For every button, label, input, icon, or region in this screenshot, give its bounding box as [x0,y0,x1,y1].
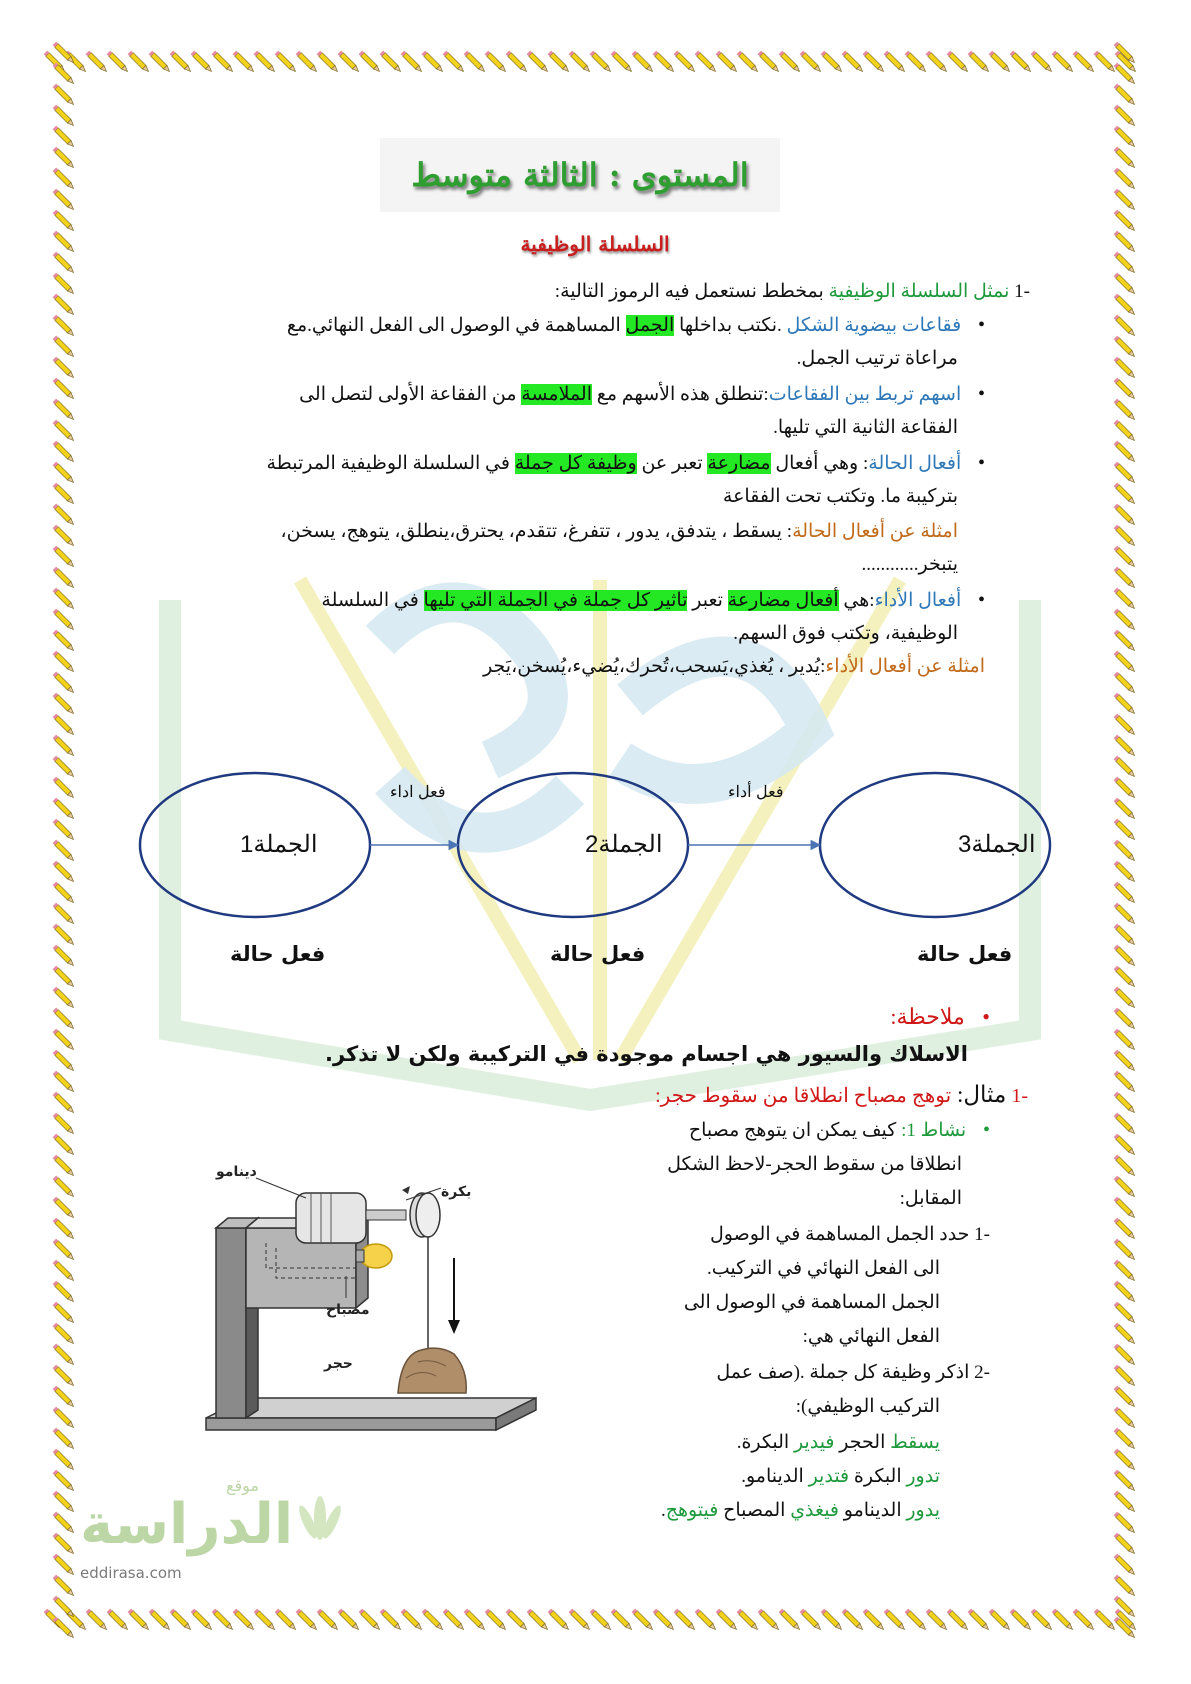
leaf-icon [290,1488,350,1548]
example-number: -1 [1011,1085,1028,1107]
activity-question-3: المقابل: [899,1188,962,1209]
note-text: الاسلاك والسيور هي اجسام موجودة في التركيبة ولكن لا تذكر. [324,1042,968,1066]
answer-row-2-text-2: الدينامو. [741,1466,809,1487]
answer-row-2-verb-2: فتدير [808,1466,850,1487]
perf-verbs-highlight-1: أفعال مضارعة [727,590,839,611]
example-text: توهج مصباح انطلاقا من سقوط حجر: [655,1085,952,1107]
answer-row-3-verb-3: فيتوهج [665,1500,719,1521]
perf-verbs-line-2: الوظيفية، وتكتب فوق السهم. [733,623,958,644]
perf-verbs-text-1: :هي [838,590,875,611]
answer-row-2-text-1: البكرة [849,1466,907,1487]
stone-label: حجر [324,1356,353,1372]
question-2 [590,1356,990,1389]
question-1-line-2: الى الفعل النهائي في التركيب. [706,1258,940,1279]
pulley-label: بكرة [441,1184,472,1200]
state-verbs-highlight-1: مضارعة [707,453,771,474]
perf-examples-text: :يُدير ، يُغذي،يَسحب،تُحرك،يُضيء،يُسخن،يَجر [483,656,826,677]
answer-row-3-verb-1: يدور [906,1500,940,1521]
example-line [560,1078,1028,1113]
perf-verbs-text-3: في السلسلة [321,590,424,611]
state-verbs-text-3: في السلسلة الوظيفية المرتبطة [266,453,515,474]
lamp-label: مصباح [326,1302,370,1318]
question-1-number: -1 [974,1224,990,1245]
answer-row-1-text-1: الحجر [834,1432,891,1453]
answer-1-line-1: الجمل المساهمة في الوصول الى [683,1292,940,1313]
state-verb-label-3: فعل حالة [917,942,1013,966]
activity-label: نشاط 1: [901,1120,967,1141]
perf-verbs-label: أفعال الأداء [874,590,962,611]
arrows-text-1: :تنطلق هذه الأسهم مع [592,384,769,405]
sentence-3-label: الجملة3 [958,831,1036,858]
question-2-number: -2 [974,1362,990,1383]
state-examples-line-2: يتبخر............ [861,554,958,575]
example-label: مثال: [951,1082,1007,1107]
answer-row-1-verb-2: فيدير [793,1432,835,1453]
logo-small-text: موقع [226,1476,259,1495]
state-examples-text: : يسقط ، يتدفق، يدور ، تتفرغ، تتقدم، يحترق،ينطلق، يتوهج، يسخن، [280,521,793,542]
dynamo-label: دينامو [216,1164,257,1180]
note-heading [700,1000,990,1033]
answer-row-1-text-2: البكرة. [736,1432,794,1453]
activity-heading [590,1114,990,1147]
question-1-text: حدد الجمل المساهمة في الوصول [709,1224,970,1245]
answer-row-3-text-2: المصباح [718,1500,791,1521]
state-examples-label: امثلة عن أفعال الحالة [792,521,958,542]
performance-verb-label-2: فعل أداء [728,784,784,801]
activity-question-2: انطلاقا من سقوط الحجر-لاحظ الشكل [667,1154,962,1175]
bubbles-highlight: الجمل [625,315,675,336]
perf-verbs-highlight-2: تاثير كل جملة في الجملة التي تليها [423,590,688,611]
answer-row-3 [560,1494,940,1527]
question-1 [590,1218,990,1251]
topic-heading: السلسلة الوظيفية [520,232,670,256]
bubbles-label: فقاعات بيضوية الشكل [786,315,962,336]
intro-text: بمخطط نستعمل فيه الرموز التالية: [554,281,829,302]
arrows-label: اسهم تربط بين الفقاعات [768,384,962,405]
answer-row-1 [590,1426,940,1459]
state-verbs-label: أفعال الحالة [868,453,962,474]
intro-term: نمثل السلسلة الوظيفية [828,281,1010,302]
perf-examples-label: امثلة عن أفعال الأداء [825,656,985,677]
perf-verbs-text-2: تعبر [687,590,728,611]
arrows-text-2: من الفقاعة الأولى لتصل الى [299,384,522,405]
answer-row-2 [590,1460,940,1493]
sentence-2-label: الجملة2 [585,831,663,858]
answer-row-3-verb-2: فيغذي [790,1500,840,1521]
logo-url: eddirasa.com [80,1564,182,1582]
activity-question-1: كيف يمكن ان يتوهج مصباح [688,1120,902,1141]
apparatus-figure [196,1148,556,1448]
bubbles-text-1: .نكتب بداخلها [674,315,787,336]
question-2-text: اذكر وظيفة كل جملة .(صف عمل [716,1362,970,1383]
question-2-line-2: التركيب الوظيفي): [795,1396,940,1417]
logo-big-text: الدراسة [80,1492,294,1557]
arrows-line-2: الفقاعة الثانية التي تليها. [773,417,958,438]
lamp-bulb [360,1244,392,1268]
state-verb-label-2: فعل حالة [550,942,646,966]
state-verbs-highlight-2: وظيفة كل جملة [514,453,637,474]
answer-row-3-text-3: . [660,1500,666,1521]
answer-row-3-text-1: الدينامو [839,1500,907,1521]
state-verb-label-1: فعل حالة [230,942,326,966]
state-verbs-line-2: بتركيبة ما. وتكتب تحت الفقاعة [722,486,958,507]
bubbles-text-2: المساهمة في الوصول الى الفعل النهائي.مع [286,315,626,336]
arrows-highlight: الملامسة [521,384,592,405]
answer-1-line-2: الفعل النهائي هي: [802,1326,940,1347]
bubbles-line-2: مراعاة ترتيب الجمل. [796,348,958,369]
answer-row-1-verb-1: يسقط [890,1432,940,1453]
sentence-1-label: الجملة1 [240,831,318,858]
performance-verb-label-1: فعل اداء [390,784,446,801]
intro-number: -1 [1014,281,1030,302]
answer-row-2-verb-1: تدور [906,1466,940,1487]
level-heading: المستوى : الثالثة متوسط [380,138,780,212]
state-verbs-text-2: تعبر عن [636,453,708,474]
state-verbs-text-1: : وهي أفعال [770,453,869,474]
note-label: ملاحظة: [890,1004,965,1029]
